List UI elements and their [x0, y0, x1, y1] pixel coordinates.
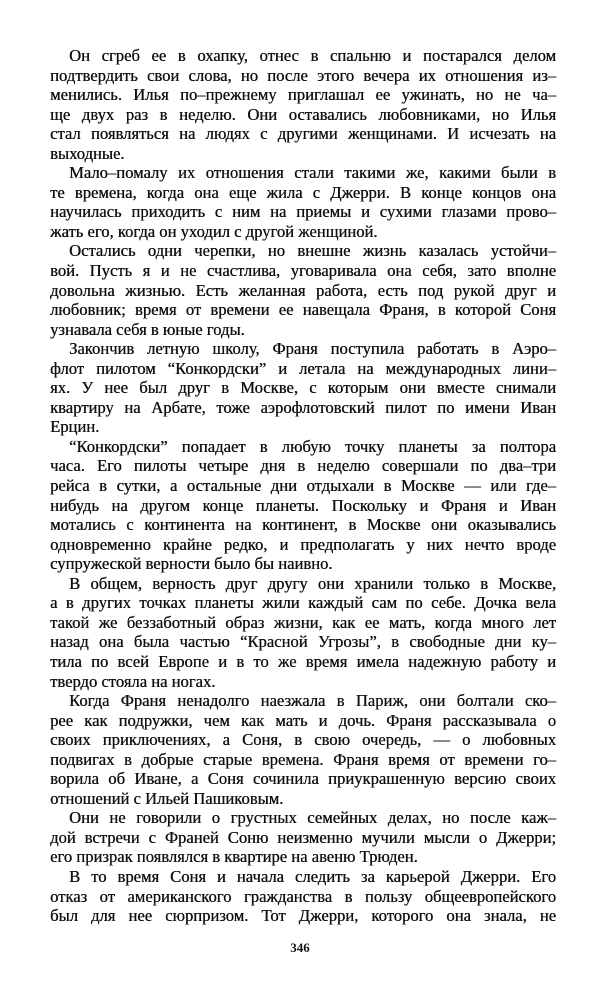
text-line: Они не говорили о грустных семейных делах, но после каж– [69, 808, 556, 828]
text-line: назад она была частью “Красной Угрозы”, в свободные дни ку– [50, 632, 556, 652]
text-line: отказ от американского гражданства в пользу общеевропейского [50, 886, 556, 906]
paragraph [50, 437, 556, 574]
text-line: ворила об Иване, а Соня сочинила приукрашенную версию своих [50, 769, 556, 789]
body-text [50, 46, 556, 926]
text-line: выходные. [50, 143, 125, 163]
text-line: В то время Соня и начала следить за карьерой Джерри. Его [69, 866, 556, 886]
text-line: часа. Его пилоты четыре дня в неделю совершали по два–три [50, 456, 556, 476]
paragraph [50, 241, 556, 339]
text-line: твердо стояла на ногах. [50, 671, 216, 691]
text-line: а в других точках планеты жили каждый сам по себе. Дочка вела [50, 593, 556, 613]
text-line: Мало–помалу их отношения стали такими же, какими были в [69, 163, 556, 183]
paragraph [50, 163, 556, 241]
text-line: Он сгреб ее в охапку, отнес в спальню и постарался делом [69, 46, 556, 65]
text-line: ях. У нее был друг в Москве, с которым они вместе снимали [50, 378, 556, 398]
text-line: мотались с континента на континент, в Москве они оказывались [50, 515, 556, 535]
text-line: отношений с Ильей Пашиковым. [50, 788, 284, 808]
text-line: был для нее сюрпризом. Тот Джерри, которого она знала, не [50, 906, 556, 926]
text-line: флот пилотом “Конкордски” и летала на международных лини– [50, 358, 556, 378]
text-line: научилась приходить с ним на приемы и сухими глазами прово– [50, 202, 556, 222]
text-line: нибудь на другом конце планеты. Поскольку и Франя и Иван [50, 495, 556, 515]
text-line: “Конкордски” попадает в любую точку планеты за полтора [69, 436, 556, 456]
text-line: супружеской верности было бы наивно. [50, 554, 333, 574]
text-line: Когда Франя ненадолго наезжала в Париж, они болтали ско– [69, 691, 556, 711]
paragraph [50, 339, 556, 437]
text-line: ще двух раз в неделю. Они оставались любовниками, но Илья [50, 104, 556, 124]
text-line: узнавала себя в юные годы. [50, 319, 245, 339]
text-line: вой. Пусть я и не счастлива, уговаривала она себя, зато вполне [50, 261, 556, 281]
text-line: подтвердить свои слова, но после этого вечера их отношения из– [50, 65, 556, 85]
text-line: Закончив летную школу, Франя поступила работать в Аэро– [69, 339, 556, 359]
text-line: жать его, когда он уходил с другой женщиной. [50, 221, 378, 241]
text-line: дой встречи с Франей Соню неизменно мучили мысли о Джерри; [50, 827, 556, 847]
paragraph [50, 691, 556, 808]
paragraph [50, 808, 556, 867]
text-line: тила по всей Европе и в то же время имела надежную работу и [50, 651, 556, 671]
text-line: любовник; время от времени ее навещала Франя, в которой Соня [50, 300, 556, 320]
text-line: подвигах в добрые старые времена. Франя время от времени го– [50, 749, 556, 769]
text-line: Ерцин. [50, 417, 100, 437]
text-line: Остались одни черепки, но внешне жизнь казалась устойчи– [69, 241, 556, 261]
paragraph [50, 46, 556, 163]
text-line: В общем, верность друг другу они хранили только в Москве, [69, 573, 556, 593]
paragraph [50, 574, 556, 691]
text-line: довольна жизнью. Есть желанная работа, есть под рукой друг и [50, 280, 556, 300]
paragraph [50, 867, 556, 926]
text-line: его призрак появлялся в квартире на авеню Трюден. [50, 847, 418, 867]
text-line: квартиру на Арбате, тоже аэрофлотовский пилот по имени Иван [50, 397, 556, 417]
text-line: те времена, когда она еще жила с Джерри. В конце концов она [50, 182, 556, 202]
text-line: такой же беззаботный образ жизни, как ее мать, когда много лет [50, 612, 556, 632]
text-line: одновременно крайне редко, и предполагать у них нечто вроде [50, 534, 556, 554]
text-line: рее как подружки, чем как мать и дочь. Франя рассказывала о [50, 710, 556, 730]
text-line: рейса в сутки, а остальные дни отдыхали в Москве — или где– [50, 476, 556, 496]
text-line: стал появляться на людях с другими женщинами. И исчезать на [50, 124, 556, 144]
text-line: своих приключениях, а Соня, в свою очередь, — о любовных [50, 730, 556, 750]
page-number: 346 [290, 940, 310, 955]
text-line: менились. Илья по–прежнему приглашал ее ужинать, но не ча– [50, 85, 556, 105]
